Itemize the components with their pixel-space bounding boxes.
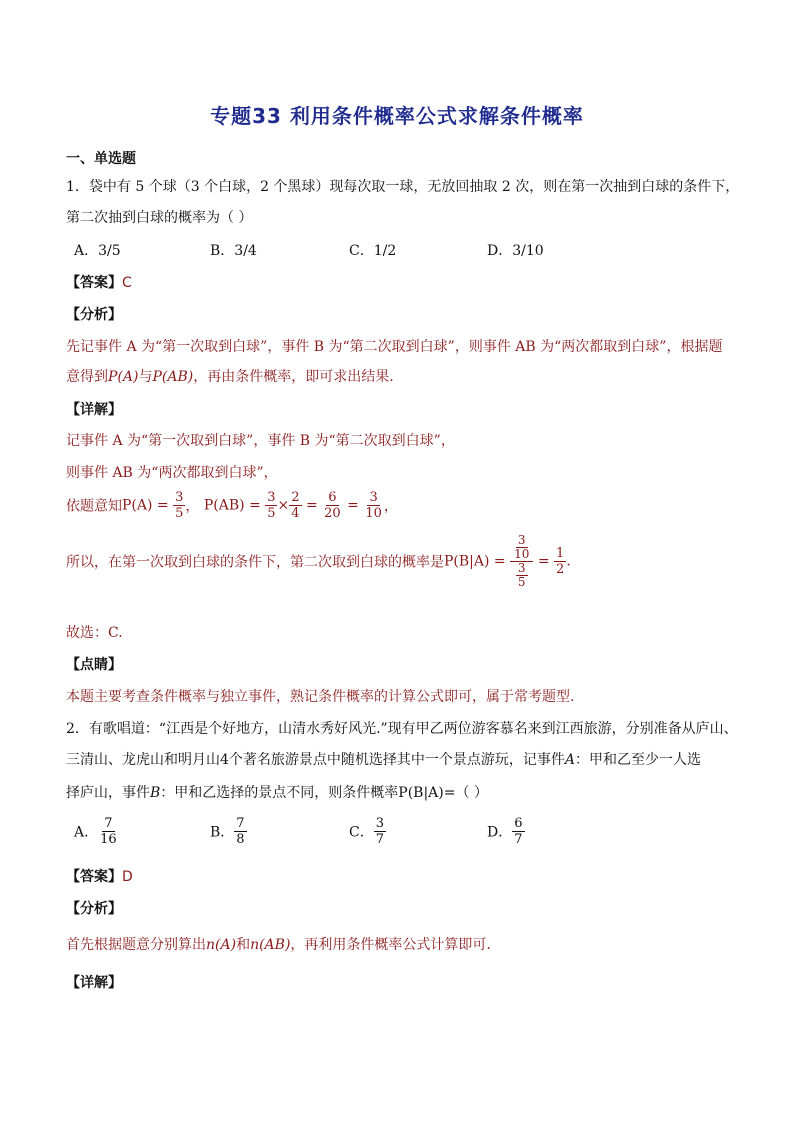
- q1-detail-line4: 所以，在第一次取到白球的条件下，第二次取到白球的概率是P(B|A) = $\frac{\frac{3}{10}}{\frac{3}{5}}$ = $\frac{1}{2}$ .: [66, 533, 571, 589]
- pa-expr: P(A): [108, 369, 139, 385]
- q2-stem-line3: 择庐山，事件B：甲和乙选择的景点不同，则条件概率P(B|A)=（ ）: [66, 785, 488, 801]
- q1-comment: 本题主要考查条件概率与独立事件，熟记条件概率的计算公式即可，属于常考题型.: [66, 689, 575, 705]
- q1-detail-line3: 依题意知P(A) = $\frac{3}{5}$ ， P(AB) = $\frac{3}{5}$ × $\frac{2}{4}$ = $\frac{6}{20}$ = $\frac{3}{10}$ ，: [66, 490, 398, 521]
- q1-detail-line2: 则事件 AB 为“两次都取到白球”，: [66, 465, 278, 481]
- q2-answer: 【答案】D: [66, 869, 133, 885]
- q1-detail-label: 【详解】: [66, 402, 122, 418]
- q2-analysis: 首先根据题意分别算出n(A)和n(AB)，再利用条件概率公式计算即可.: [66, 937, 491, 953]
- q2-option-b: B． $\frac{7}{8}$: [210, 816, 245, 847]
- q1-comment-label: 【点睛】: [66, 657, 122, 673]
- q2-option-d: D． $\frac{6}{7}$: [487, 816, 523, 847]
- q1-stem-line1: 1．袋中有 5 个球（3 个白球，2 个黑球）现每次取一球，无放回抽取 2 次，则在第一次抽到白球的条件下，: [66, 179, 740, 195]
- answer-value: C: [122, 275, 132, 291]
- q1-option-a: A．3/5: [74, 243, 121, 259]
- pab-expr: P(AB): [152, 369, 194, 385]
- q2-option-c: C． $\frac{3}{7}$: [349, 816, 384, 847]
- q1-analysis-label: 【分析】: [66, 307, 122, 323]
- q1-analysis-line2: 意得到P(A)与P(AB)，再由条件概率，即可求出结果.: [66, 369, 394, 385]
- q1-conclusion: 故选：C.: [66, 625, 123, 641]
- q1-answer: [66, 272, 132, 292]
- answer-label: 【答案】: [66, 275, 122, 291]
- page-title: 专题33 利用条件概率公式求解条件概率: [210, 104, 584, 128]
- q2-detail-label: 【详解】: [66, 975, 122, 991]
- q2-stem-line2: 三清山、龙虎山和明月山4个著名旅游景点中随机选择其中一个景点游玩，记事件A：甲和乙至少一人选: [66, 752, 702, 768]
- q2-stem-line1: 2．有歌唱道：“江西是个好地方，山清水秀好风光.”现有甲乙两位游客慕名来到江西旅游，分别准备从庐山、: [66, 721, 738, 737]
- q2-analysis-label: 【分析】: [66, 901, 122, 917]
- q1-analysis-line1: 先记事件 A 为“第一次取到白球”，事件 B 为“第二次取到白球”，则事件 AB 为“两次都取到白球”，根据题: [66, 339, 723, 355]
- q1-detail-line1: 记事件 A 为“第一次取到白球”，事件 B 为“第二次取到白球”，: [66, 433, 455, 449]
- q1-stem-line2: 第二次抽到白球的概率为（ ）: [66, 210, 253, 226]
- q1-option-d: D．3/10: [487, 243, 544, 259]
- q1-option-c: C．1/2: [349, 243, 397, 259]
- q2-option-a: A． $\frac{7}{16}$: [74, 816, 117, 847]
- section-heading: 一、单选题: [66, 151, 136, 167]
- q1-option-b: B．3/4: [210, 243, 257, 259]
